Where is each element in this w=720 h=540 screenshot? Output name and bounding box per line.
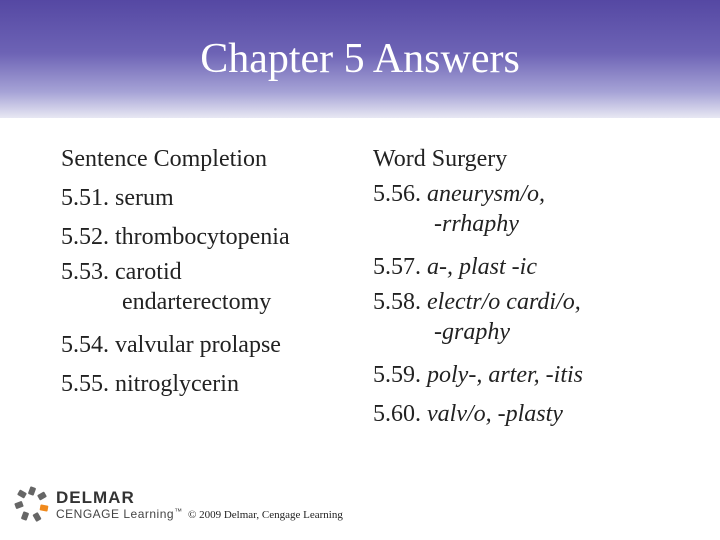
answer-continuation: endarterectomy xyxy=(122,289,272,315)
answer-item: 5.56. aneurysm/o, xyxy=(373,181,545,207)
delmar-mark-icon xyxy=(14,486,52,524)
slide-title: Chapter 5 Answers xyxy=(200,36,520,82)
answer-item: 5.57. a-, plast -ic xyxy=(373,254,537,280)
copyright-notice: © 2009 Delmar, Cengage Learning xyxy=(188,509,343,521)
answer-item: 5.55. nitroglycerin xyxy=(61,371,239,397)
answer-item: 5.60. valv/o, -plasty xyxy=(373,401,563,427)
answer-continuation: -rrhaphy xyxy=(434,211,519,237)
sentence-completion-column xyxy=(61,140,361,404)
answer-item: 5.52. thrombocytopenia xyxy=(61,224,290,250)
brand-name: DELMAR xyxy=(56,488,135,507)
answer-item: 5.51. serum xyxy=(61,185,174,211)
answer-item: 5.59. poly-, arter, -itis xyxy=(373,362,583,388)
answer-item: 5.54. valvular prolapse xyxy=(61,332,281,358)
column-heading: Word Surgery xyxy=(373,146,508,172)
delmar-logo xyxy=(14,486,189,526)
answer-item: 5.53. carotid xyxy=(61,259,182,285)
word-surgery-column xyxy=(373,140,703,434)
answer-continuation: -graphy xyxy=(434,319,510,345)
column-heading: Sentence Completion xyxy=(61,146,267,172)
brand-subtitle: CENGAGE Learning™ xyxy=(56,507,183,521)
answer-item: 5.58. electr/o cardi/o, xyxy=(373,289,581,315)
